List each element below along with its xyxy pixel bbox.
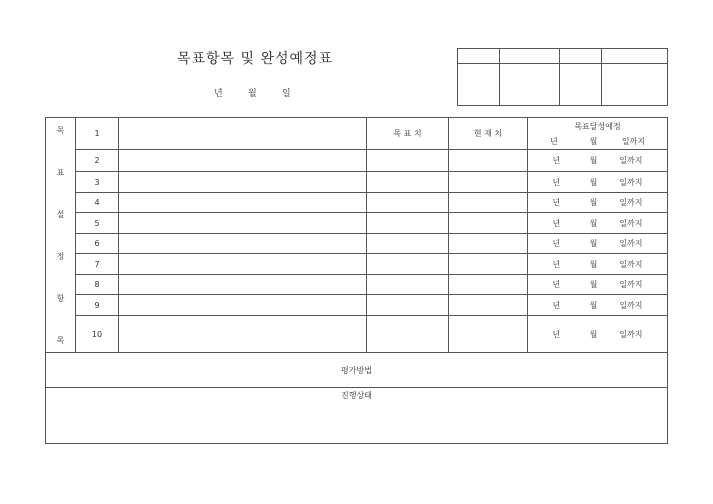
goal-value-header: 목 표 치	[367, 118, 449, 150]
approval-box	[457, 48, 668, 106]
date-year-label: 년	[214, 89, 223, 99]
goal-value-cell[interactable]	[367, 295, 449, 316]
row-number: 2	[76, 150, 119, 172]
row-number: 1	[76, 118, 119, 150]
due-date-title: 목표달성예정	[574, 121, 621, 131]
goal-table	[45, 117, 668, 444]
due-date-cell[interactable]: 년 월 일까지	[528, 172, 668, 193]
due-date: 년 월 일까지	[549, 136, 646, 146]
approval-sign-cell[interactable]	[560, 64, 602, 106]
goal-item-cell[interactable]	[119, 316, 367, 353]
row-number: 6	[76, 234, 119, 254]
goal-value-cell[interactable]	[367, 213, 449, 234]
due-date-cell[interactable]: 년 월 일까지	[528, 316, 668, 353]
row-number: 7	[76, 254, 119, 275]
approval-sign-cell[interactable]	[458, 64, 500, 106]
row-number: 5	[76, 213, 119, 234]
goal-item-cell[interactable]	[119, 118, 367, 150]
row-number: 9	[76, 295, 119, 316]
goal-item-cell[interactable]	[119, 234, 367, 254]
current-value-cell[interactable]	[449, 254, 528, 275]
row-number: 10	[76, 316, 119, 353]
due-date-cell[interactable]: 년 월 일까지	[528, 295, 668, 316]
row-number: 3	[76, 172, 119, 193]
current-value-cell[interactable]	[449, 295, 528, 316]
goal-item-cell[interactable]	[119, 254, 367, 275]
date-day-label: 일	[282, 89, 291, 99]
goal-value-cell[interactable]	[367, 234, 449, 254]
current-value-cell[interactable]	[449, 150, 528, 172]
goal-item-cell[interactable]	[119, 275, 367, 295]
approval-head-cell[interactable]	[458, 49, 500, 64]
due-date-cell[interactable]: 년 월 일까지	[528, 213, 668, 234]
due-date-cell[interactable]: 년 월 일까지	[528, 275, 668, 295]
goal-value-cell[interactable]	[367, 316, 449, 353]
approval-sign-cell[interactable]	[500, 64, 560, 106]
due-date-header	[528, 118, 668, 150]
goal-setting-side-label: 목 표 설 정 항 목	[46, 118, 76, 353]
goal-value-cell[interactable]	[367, 172, 449, 193]
goal-value-cell[interactable]	[367, 275, 449, 295]
current-value-cell[interactable]	[449, 193, 528, 213]
due-date-cell[interactable]: 년 월 일까지	[528, 150, 668, 172]
goal-value-cell[interactable]	[367, 193, 449, 213]
due-date-cell[interactable]: 년 월 일까지	[528, 193, 668, 213]
progress-status-label: 진행상태	[341, 391, 372, 400]
current-value-cell[interactable]	[449, 234, 528, 254]
goal-item-cell[interactable]	[119, 172, 367, 193]
evaluation-method-label: 평가방법	[341, 365, 372, 375]
approval-sign-cell[interactable]	[602, 64, 668, 106]
page-title: 목표항목 및 완성예정표	[176, 51, 334, 67]
date-month-label: 월	[248, 89, 257, 99]
row-number: 8	[76, 275, 119, 295]
current-value-cell[interactable]	[449, 172, 528, 193]
goal-item-cell[interactable]	[119, 213, 367, 234]
approval-head-cell[interactable]	[602, 49, 668, 64]
goal-value-cell[interactable]	[367, 150, 449, 172]
current-value-header: 현 재 치	[449, 118, 528, 150]
current-value-cell[interactable]	[449, 316, 528, 353]
evaluation-method-field[interactable]	[46, 353, 668, 388]
row-number: 4	[76, 193, 119, 213]
current-value-cell[interactable]	[449, 275, 528, 295]
due-date-cell[interactable]: 년 월 일까지	[528, 234, 668, 254]
approval-head-cell[interactable]	[560, 49, 602, 64]
goal-item-cell[interactable]	[119, 150, 367, 172]
goal-item-cell[interactable]	[119, 193, 367, 213]
approval-head-cell[interactable]	[500, 49, 560, 64]
goal-item-cell[interactable]	[119, 295, 367, 316]
current-value-cell[interactable]	[449, 213, 528, 234]
goal-value-cell[interactable]	[367, 254, 449, 275]
progress-status-field[interactable]	[46, 388, 668, 444]
due-date-cell[interactable]: 년 월 일까지	[528, 254, 668, 275]
